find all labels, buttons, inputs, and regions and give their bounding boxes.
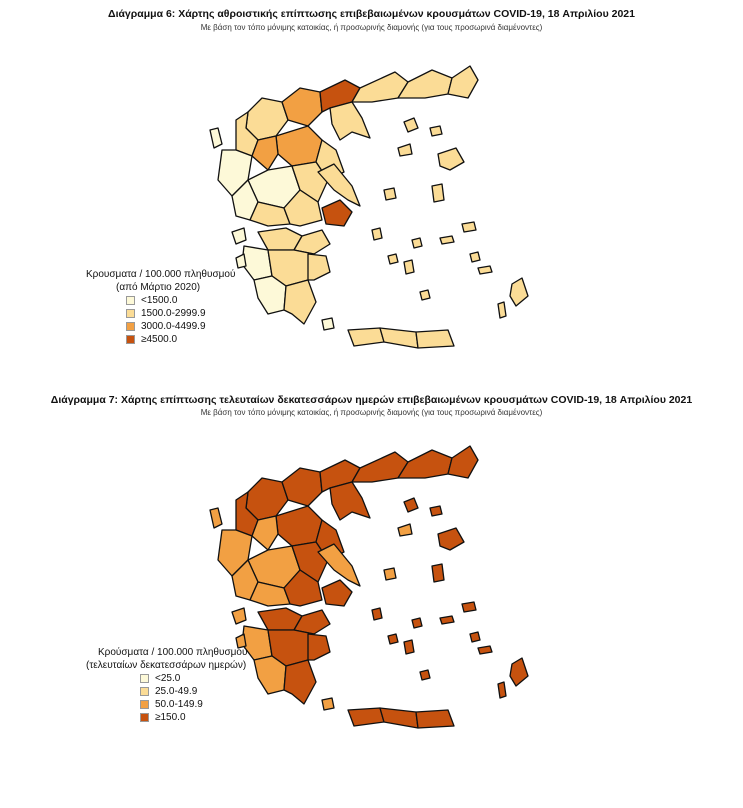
island-lemnos xyxy=(398,144,412,156)
island-corfu xyxy=(210,128,222,148)
region-thrace-2 xyxy=(448,446,478,478)
region-thessaly-1 xyxy=(276,506,322,546)
island-thasos xyxy=(404,498,418,512)
island-santorini xyxy=(420,290,430,300)
island-rhodes xyxy=(510,278,528,306)
island-crete-east xyxy=(416,710,454,728)
legend-item xyxy=(140,685,247,698)
region-corinthia xyxy=(294,610,330,634)
island-ikaria xyxy=(440,236,454,244)
island-kefalonia xyxy=(232,228,246,244)
island-kos xyxy=(478,266,492,274)
figure6-legend xyxy=(86,268,235,346)
island-karpathos xyxy=(498,302,506,318)
region-central-macedonia-1 xyxy=(282,88,322,126)
region-argolida xyxy=(308,634,330,660)
legend-swatch xyxy=(140,713,149,722)
island-kos xyxy=(478,646,492,654)
island-crete-west xyxy=(348,328,384,346)
region-thrace-1 xyxy=(398,450,452,478)
island-lemnos xyxy=(398,524,412,536)
legend-swatch xyxy=(140,687,149,696)
legend-swatch xyxy=(140,674,149,683)
island-chios xyxy=(432,564,444,582)
legend-label: <1500.0 xyxy=(141,295,178,306)
legend-swatch xyxy=(126,296,135,305)
region-argolida xyxy=(308,254,330,280)
figure6-subtitle: Με βάση τον τόπο μόνιμης κατοικίας, ή προσωρινής διαμονής (για τους προσωρινά διαμένοντες) xyxy=(200,23,543,32)
island-crete-center xyxy=(380,328,418,348)
legend-item xyxy=(140,698,247,711)
island-paros xyxy=(388,254,398,264)
island-thasos xyxy=(404,118,418,132)
island-lesvos xyxy=(438,528,464,550)
legend-swatch xyxy=(140,700,149,709)
legend-item xyxy=(126,320,235,333)
island-zakynthos xyxy=(236,254,246,268)
legend-swatch xyxy=(126,309,135,318)
legend-title-line1: Κρούσματα / 100.000 πληθυσμού xyxy=(98,647,248,658)
island-kythira xyxy=(322,698,334,710)
region-corinthia xyxy=(294,230,330,254)
legend-item xyxy=(140,711,247,724)
legend-label: 3000.0-4499.9 xyxy=(141,321,206,332)
island-ikaria xyxy=(440,616,454,624)
island-chios xyxy=(432,184,444,202)
island-skyros xyxy=(384,188,396,200)
region-central-macedonia-1 xyxy=(282,468,322,506)
legend-title-line2: (από Μάρτιο 2020) xyxy=(116,282,201,293)
figure7-legend xyxy=(86,646,247,724)
legend-label: 1500.0-2999.9 xyxy=(141,308,206,319)
island-paros xyxy=(388,634,398,644)
legend-item xyxy=(126,333,235,346)
region-attica xyxy=(322,200,352,226)
legend-label: <25.0 xyxy=(155,673,181,684)
region-ilia xyxy=(242,246,272,280)
island-kefalonia xyxy=(232,608,246,624)
legend-label: ≥150.0 xyxy=(155,712,186,723)
legend-swatch xyxy=(126,335,135,344)
island-mykonos xyxy=(412,618,422,628)
legend-title-line1: Κρουσματα / 100.000 πληθυσμού xyxy=(86,269,236,280)
island-samos xyxy=(462,222,476,232)
island-naxos xyxy=(404,260,414,274)
legend-title-line2: (τελευταίων δεκατεσσάρων ημερών) xyxy=(86,660,247,671)
island-kythira xyxy=(322,318,334,330)
legend-swatch xyxy=(126,322,135,331)
legend-item xyxy=(140,672,247,685)
island-kalymnos xyxy=(470,252,480,262)
island-samothraki xyxy=(430,506,442,516)
island-crete-center xyxy=(380,708,418,728)
region-laconia xyxy=(284,280,316,324)
region-laconia xyxy=(284,660,316,704)
island-karpathos xyxy=(498,682,506,698)
figure7-subtitle: Με βάση τον τόπο μόνιμης κατοικίας, ή προσωρινής διαμονής (για τους προσωρινά διαμένοντες) xyxy=(200,408,543,417)
legend-label: ≥4500.0 xyxy=(141,334,178,345)
island-crete-west xyxy=(348,708,384,726)
island-crete-east xyxy=(416,330,454,348)
island-samos xyxy=(462,602,476,612)
figure7-title: Διάγραμμα 7: Χάρτης επίπτωσης τελευταίων δεκατεσσάρων ημερών επιβεβαιωμένων κρουσμάτων COVID-19, 18 Απριλίου 2021 xyxy=(50,394,693,406)
figure6-title: Διάγραμμα 6: Χάρτης αθροιστικής επίπτωσης επιβεβαιωμένων κρουσμάτων COVID-19, 18 Απριλίου 2021 xyxy=(108,8,635,20)
island-andros xyxy=(372,228,382,240)
island-corfu xyxy=(210,508,222,528)
island-skyros xyxy=(384,568,396,580)
region-thrace-2 xyxy=(448,66,478,98)
island-kalymnos xyxy=(470,632,480,642)
region-chalkidiki xyxy=(330,102,370,140)
island-andros xyxy=(372,608,382,620)
island-santorini xyxy=(420,670,430,680)
region-thrace-1 xyxy=(398,70,452,98)
legend-item xyxy=(126,307,235,320)
legend-label: 25.0-49.9 xyxy=(155,686,198,697)
legend-item xyxy=(126,294,235,307)
island-naxos xyxy=(404,640,414,654)
legend-label: 50.0-149.9 xyxy=(155,699,203,710)
island-samothraki xyxy=(430,126,442,136)
island-lesvos xyxy=(438,148,464,170)
island-mykonos xyxy=(412,238,422,248)
island-rhodes xyxy=(510,658,528,686)
region-attica xyxy=(322,580,352,606)
region-thessaly-1 xyxy=(276,126,322,166)
region-chalkidiki xyxy=(330,482,370,520)
